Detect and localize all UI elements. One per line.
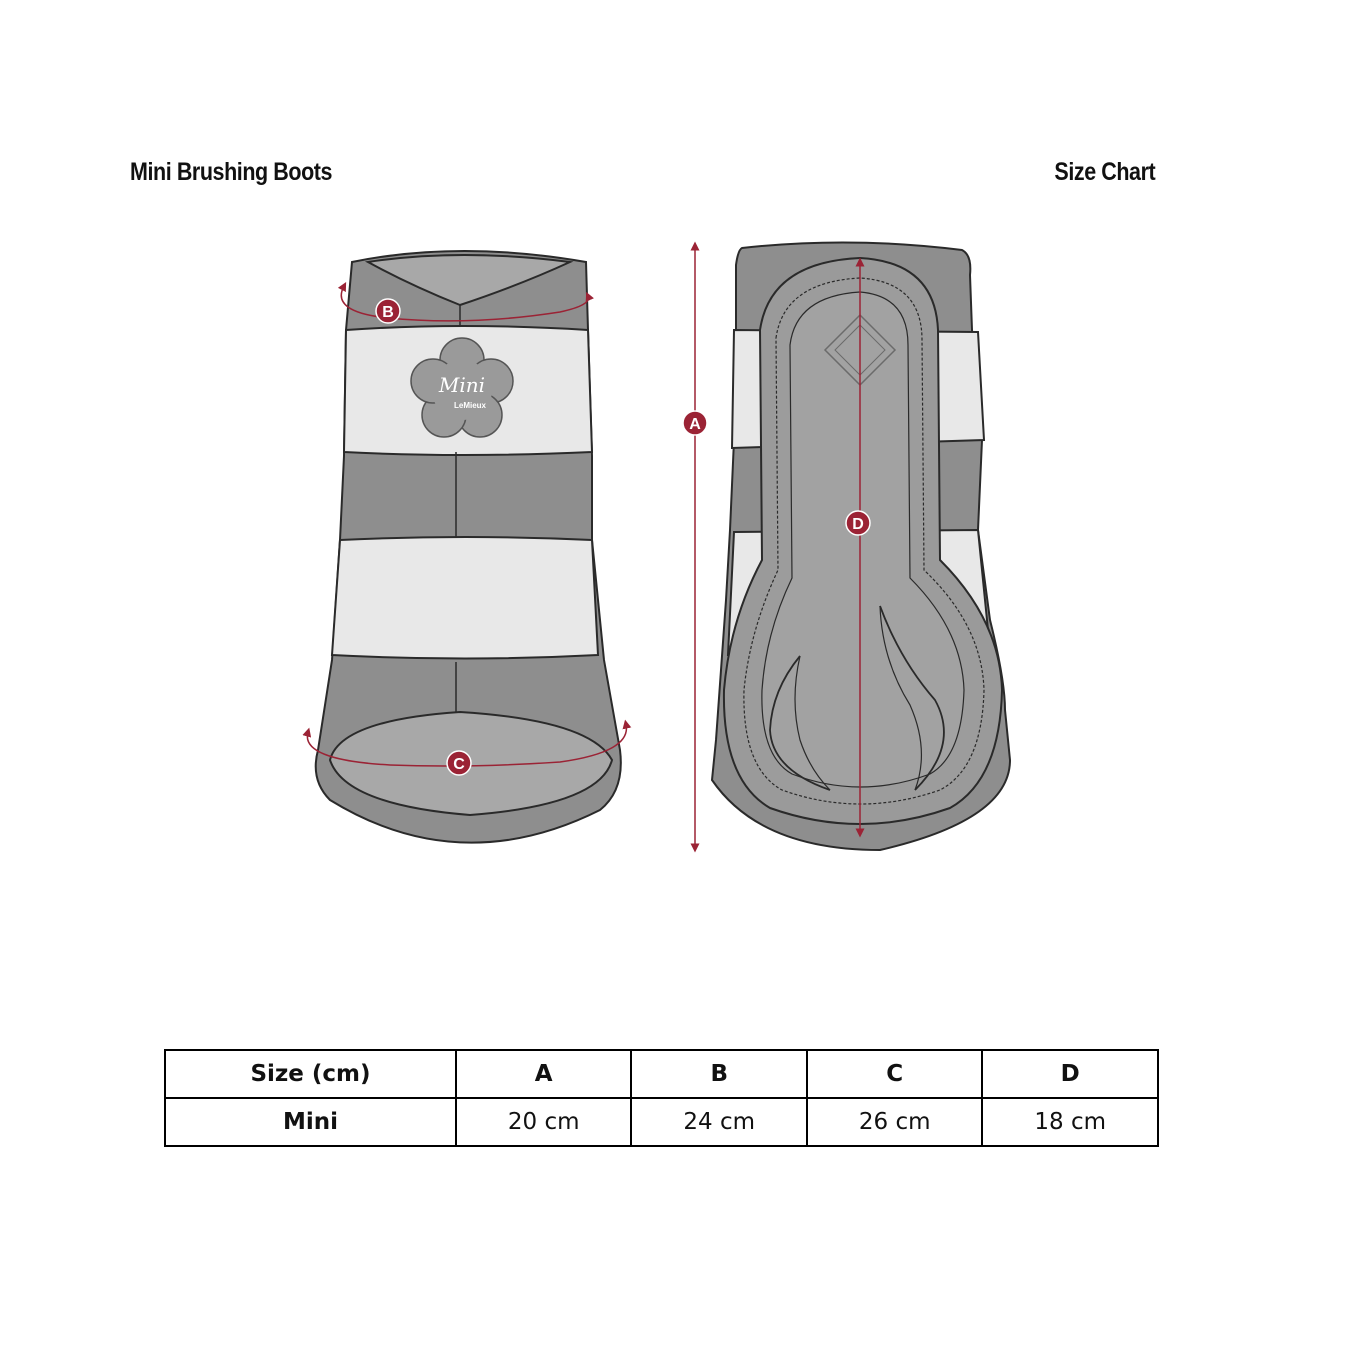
value-b: 24 cm <box>631 1098 807 1146</box>
value-a: 20 cm <box>456 1098 632 1146</box>
marker-b <box>376 299 400 323</box>
marker-c <box>447 751 471 775</box>
row-label-mini: Mini <box>165 1098 456 1146</box>
header-c: C <box>807 1050 983 1098</box>
size-chart-label: Size Chart <box>1054 158 1155 186</box>
marker-a <box>683 411 707 435</box>
size-table <box>164 1049 1159 1147</box>
header-size: Size (cm) <box>165 1050 456 1098</box>
front-boot-lower-strap <box>332 537 598 659</box>
header-d: D <box>982 1050 1158 1098</box>
table-header-row <box>165 1050 1158 1098</box>
svg-text:C: C <box>453 756 465 773</box>
side-boot <box>712 242 1010 850</box>
header-b: B <box>631 1050 807 1098</box>
table-row <box>165 1098 1158 1146</box>
value-d: 18 cm <box>982 1098 1158 1146</box>
svg-text:Mini: Mini <box>438 373 486 397</box>
svg-text:B: B <box>382 304 394 321</box>
svg-text:LeMieux: LeMieux <box>453 401 487 410</box>
product-title: Mini Brushing Boots <box>130 158 333 186</box>
svg-text:D: D <box>852 516 864 533</box>
value-c: 26 cm <box>807 1098 983 1146</box>
header-a: A <box>456 1050 632 1098</box>
svg-text:A: A <box>689 416 701 433</box>
marker-d <box>846 511 870 535</box>
